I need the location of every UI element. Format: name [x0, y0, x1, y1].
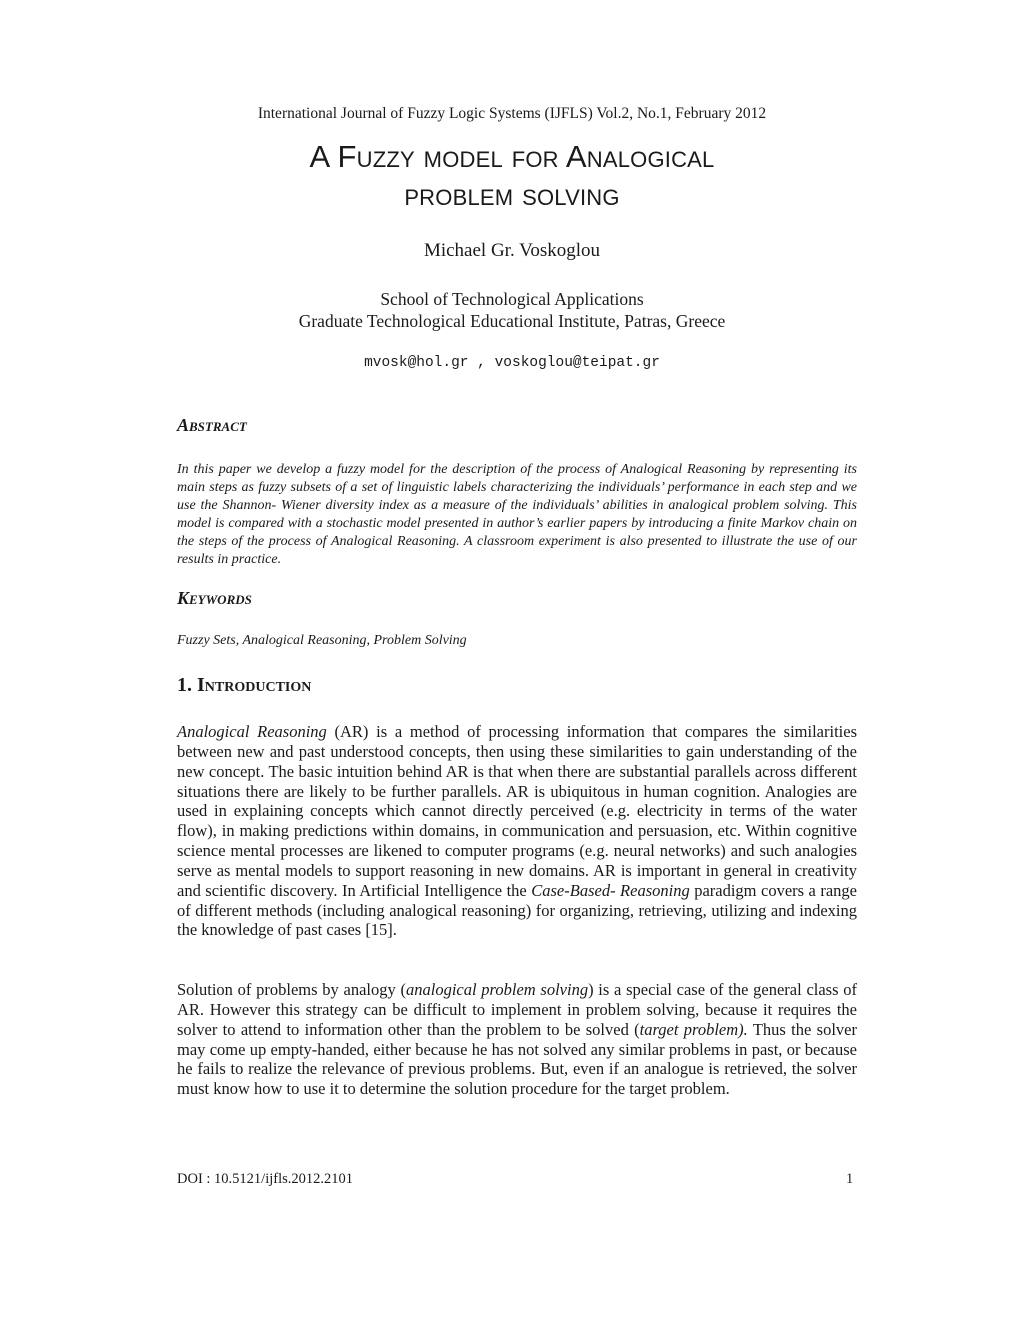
term-analogical-problem-solving: analogical problem solving [405, 980, 589, 999]
abstract-heading: Abstract [177, 415, 247, 435]
keywords-body: Fuzzy Sets, Analogical Reasoning, Problem Solving [177, 633, 467, 648]
title-line-1: A Fuzzy model for Analogical [309, 139, 715, 174]
introduction-paragraph-2 [177, 980, 857, 1099]
affiliation-line-2: Graduate Technological Educational Institute, Patras, Greece [298, 311, 726, 331]
abstract-body: In this paper we develop a fuzzy model for the description of the process of Analogical Reasoning by representing its main steps as fuzzy subsets of a set of linguistic labels characterizing the individuals’ performance in each step and we use the Shannon- Wiener diversity index as a measure of the individuals’ abilities in analogical problem solving. This model is compared with a stochastic model presented in author’s earlier papers by introducing a finite Markov chain on the steps of the process of Analogical Reasoning. A classroom experiment is also presented to illustrate the use of our results in practice. [177, 462, 857, 567]
keywords-heading: Keywords [177, 588, 252, 608]
p1-text-a: (AR) is a method of processing information that compares the similarities between new and past understood concepts, then using these similarities to gain understanding of the new concept. The basic intuition behind AR is that when there are substantial parallels across different situations there are likely to be further parallels. AR is ubiquitous in human cognition. Analogies are used in explaining concepts which cannot directly perceived (e.g. electricity in terms of the water flow), in making predictions within domains, in communication and persuasion, etc. Within cognitive science mental processes are likened to computer programs (e.g. neural networks) and such analogies serve as mental models to support reasoning in new domains. AR is important in general in creativity and scientific discovery. In Artificial Intelligence the [177, 722, 857, 900]
journal-header: International Journal of Fuzzy Logic Systems (IJFLS) Vol.2, No.1, February 2012 [257, 105, 767, 122]
term-target-problem: target problem). [639, 1019, 748, 1039]
term-case-based-reasoning: Case-Based- Reasoning [531, 880, 690, 900]
introduction-heading: 1. Introduction [177, 674, 312, 696]
footer-doi: DOI : 10.5121/ijfls.2012.2101 [177, 1171, 354, 1187]
author-name: Michael Gr. Voskoglou [423, 240, 601, 261]
author-email: mvosk@hol.gr , voskoglou@teipat.gr [364, 355, 660, 371]
affiliation-line-1: School of Technological Applications [380, 289, 644, 309]
footer-page-number: 1 [846, 1171, 854, 1187]
p2-text-c: Thus the solver may come up empty-handed, either because he has not solved any similar problems in past, or because he fails to realize the relevance of previous problems. But, even if an analogue is retrieved, the solver must know how to use it to determine the solution procedure for the target problem. [177, 1019, 857, 1099]
p2-text-a: Solution of problems by analogy ( [177, 980, 406, 999]
term-analogical-reasoning: Analogical Reasoning [177, 722, 327, 741]
p1-text-b: paradigm covers a range of different methods (including analogical reasoning) for organizing, retrieving, utilizing and indexing the knowledge of past cases [15]. [177, 880, 857, 940]
affiliation [0, 288, 1024, 332]
title-line-2: problem solving [404, 177, 620, 212]
p2-text-b: ) is a special case of the general class of AR. However this strategy can be difficult to implement in problem solving, because it requires the solver to attend to information other than the problem to be solved ( [177, 980, 857, 1039]
introduction-paragraph-1 [177, 722, 857, 940]
paper-title [0, 138, 1024, 214]
